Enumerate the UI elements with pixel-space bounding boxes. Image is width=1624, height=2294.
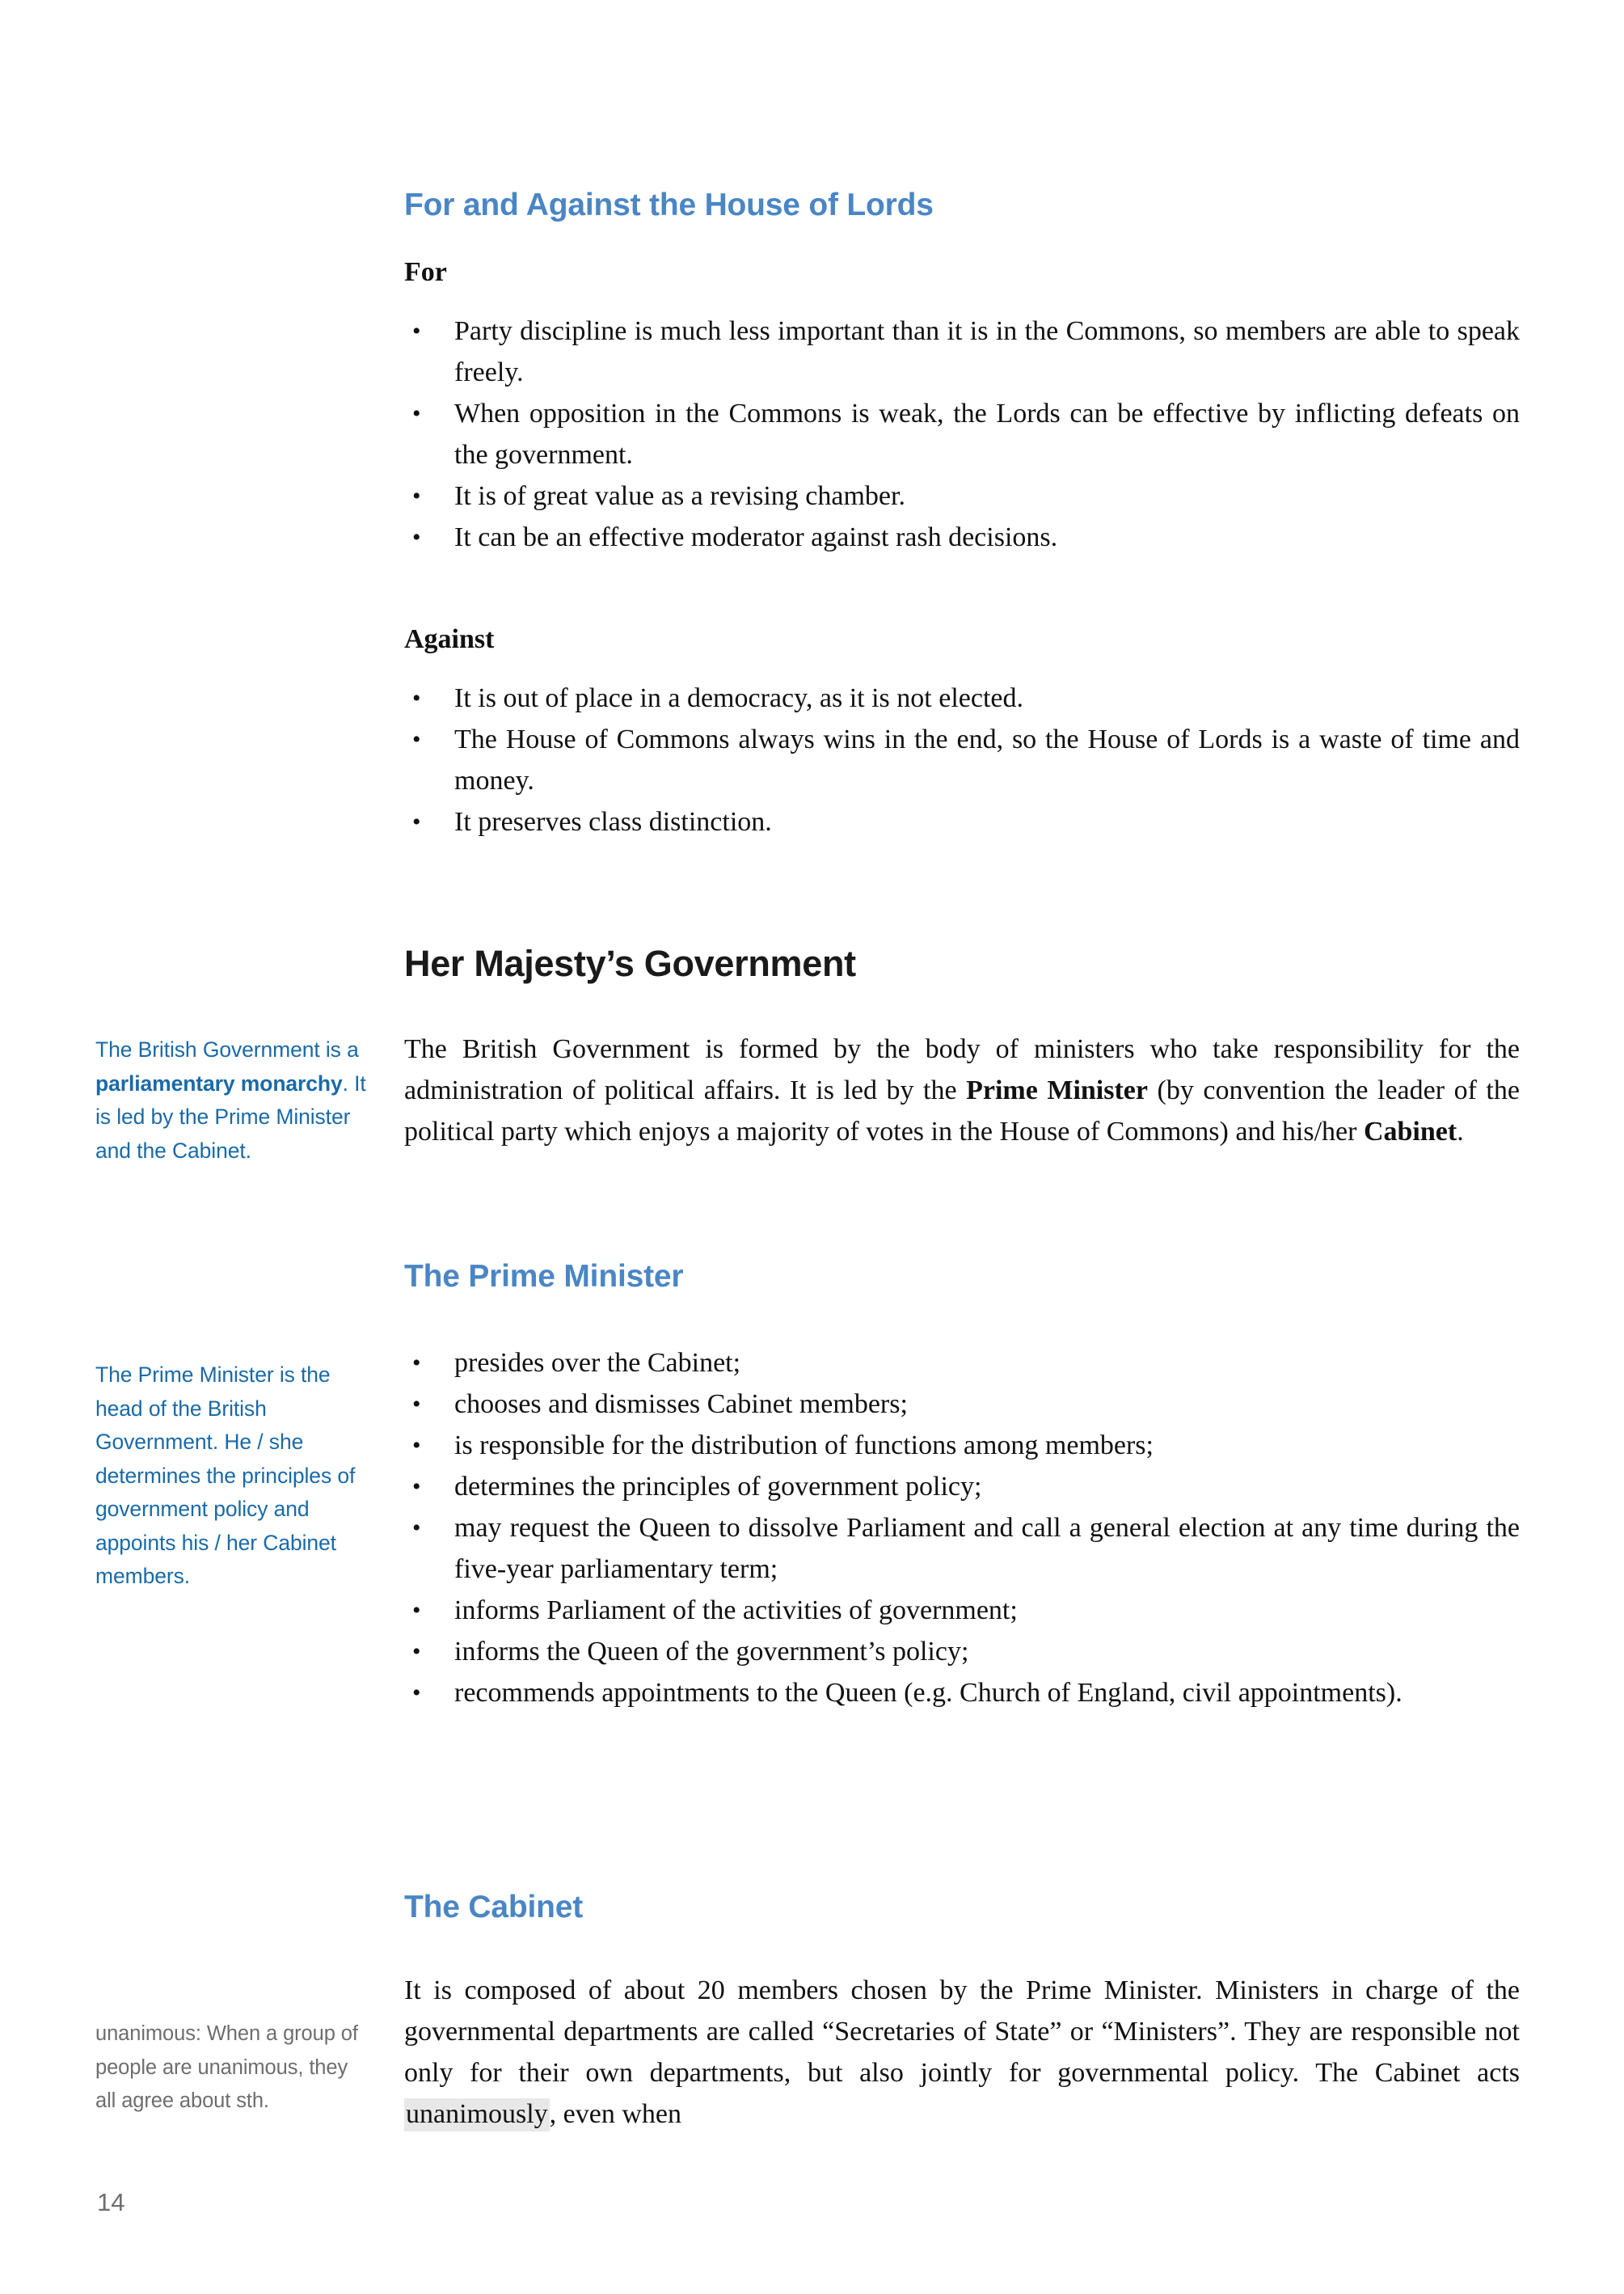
- bullet-icon: •: [412, 1638, 421, 1665]
- list-item-text: recommends appointments to the Queen (e.g. Church of England, civil appointments).: [454, 1678, 1403, 1708]
- list-item-text: It can be an effective moderator against rash decisions.: [454, 522, 1058, 552]
- bullet-list-for: [404, 311, 1520, 558]
- bullet-icon: •: [412, 1597, 421, 1624]
- bullet-icon: •: [412, 483, 421, 509]
- list-against-arguments: [404, 678, 1520, 843]
- bullet-icon: •: [412, 1473, 421, 1500]
- heading-the-cabinet: The Cabinet: [404, 1890, 583, 1924]
- list-item: [404, 1507, 1520, 1590]
- label-for: [404, 256, 1520, 289]
- paragraph-part-3: .: [1457, 1117, 1464, 1147]
- list-item-text: informs Parliament of the activities of government;: [454, 1595, 1018, 1625]
- paragraph-cabinet: [404, 1970, 1520, 2135]
- bullet-icon: •: [412, 809, 421, 835]
- list-item-text: Party discipline is much less important than it is in the Commons, so members are able to speak freely.: [454, 316, 1520, 387]
- margin-note-text-part2: . It is led by the Prime Minister and the Cabinet.: [95, 1071, 366, 1163]
- bullet-icon: •: [412, 685, 421, 712]
- margin-note-bold-term: parliamentary monarchy: [95, 1071, 343, 1096]
- margin-note-british-government: [95, 1033, 366, 1168]
- section-cabinet: [404, 1888, 1520, 1927]
- glossary-note-unanimous: unanimous: When a group of people are unanimous, they all agree about sth.: [95, 2022, 358, 2112]
- bullet-icon: •: [412, 1432, 421, 1459]
- list-item: [404, 1384, 1520, 1425]
- bullet-icon: •: [412, 400, 421, 427]
- list-item: [404, 1631, 1520, 1672]
- list-item-text: may request the Queen to dissolve Parliament and call a general election at any time during the five-year parliamentary term;: [454, 1513, 1520, 1584]
- list-item: [404, 719, 1520, 801]
- list-item: [404, 1466, 1520, 1507]
- heading-her-majestys-government: Her Majesty’s Government: [404, 943, 856, 984]
- bullet-list-against: [404, 678, 1520, 843]
- list-item: [404, 1425, 1520, 1466]
- list-item: [404, 517, 1520, 558]
- list-item-text: The House of Commons always wins in the end, so the House of Lords is a waste of time and money.: [454, 725, 1520, 796]
- paragraph-part-1: It is composed of about 20 members chosen by the Prime Minister. Ministers in charge of the governmental departments are called “Secretaries of State” or “Ministers”. They are responsible not only for their own departments, but also jointly for governmental policy. The Cabinet acts: [404, 1975, 1520, 2088]
- label-against: [404, 623, 1520, 657]
- paragraph-part-1: The British Government is formed by the body of ministers who take responsibility for the administration of political affairs. It is led by the: [404, 1034, 1520, 1105]
- list-for-arguments: [404, 311, 1520, 558]
- bullet-icon: •: [412, 1515, 421, 1541]
- list-item-text: is responsible for the distribution of functions among members;: [454, 1430, 1154, 1460]
- paragraph-part-2: (by convention the leader of the political party which enjoys a majority of votes in the House of Commons) and his/her: [404, 1075, 1520, 1147]
- list-item-text: presides over the Cabinet;: [454, 1348, 741, 1378]
- bullet-list-pm-duties: [404, 1342, 1520, 1713]
- list-item: [404, 1590, 1520, 1631]
- list-item: [404, 678, 1520, 719]
- list-item-text: When opposition in the Commons is weak, the Lords can be effective by inflicting defeats on the government.: [454, 399, 1520, 470]
- bullet-icon: •: [412, 1391, 421, 1417]
- sublabel-against: Against: [404, 624, 495, 654]
- margin-note-prime-minister: The Prime Minister is the head of the British Government. He / she determines the principles of government policy and appoints his / her Cabinet members.: [95, 1362, 356, 1588]
- bullet-icon: •: [412, 318, 421, 344]
- list-item-text: It is out of place in a democracy, as it is not elected.: [454, 683, 1023, 713]
- highlighted-term-unanimously: unanimously: [404, 2098, 550, 2131]
- list-prime-minister-duties: [404, 1342, 1520, 1713]
- list-item-text: It is of great value as a revising chamber.: [454, 481, 905, 511]
- margin-notes-column: [95, 0, 366, 2294]
- section-prime-minister: [404, 1257, 1520, 1296]
- list-item: [404, 475, 1520, 517]
- bullet-icon: •: [412, 726, 421, 753]
- list-item-text: It preserves class distinction.: [454, 807, 772, 837]
- list-item: [404, 801, 1520, 843]
- section-house-of-lords: [404, 186, 1520, 225]
- list-item-text: determines the principles of government policy;: [454, 1472, 982, 1502]
- bullet-icon: •: [412, 524, 421, 551]
- list-item: [404, 1672, 1520, 1713]
- list-item-text: informs the Queen of the government’s policy;: [454, 1637, 969, 1667]
- page-number: 14: [97, 2188, 125, 2216]
- heading-the-prime-minister: The Prime Minister: [404, 1259, 684, 1294]
- body-paragraph-cabinet: [404, 1970, 1520, 2135]
- heading-for-and-against-house-of-lords: For and Against the House of Lords: [404, 188, 934, 222]
- body-paragraph-government: [404, 1029, 1520, 1152]
- list-item-text: chooses and dismisses Cabinet members;: [454, 1389, 908, 1419]
- list-item: [404, 393, 1520, 475]
- sublabel-for: For: [404, 257, 447, 287]
- list-item: [404, 311, 1520, 393]
- list-item: [404, 1342, 1520, 1384]
- paragraph-british-government: [404, 1029, 1520, 1152]
- bold-term-cabinet: Cabinet: [1363, 1117, 1457, 1147]
- margin-note-text-part1: The British Government is a: [95, 1037, 359, 1062]
- bullet-icon: •: [412, 1679, 421, 1706]
- paragraph-part-2: , even when: [549, 2099, 681, 2129]
- bullet-icon: •: [412, 1350, 421, 1376]
- bold-term-prime-minister: Prime Minister: [966, 1075, 1148, 1105]
- section-her-majestys-government: [404, 942, 1520, 986]
